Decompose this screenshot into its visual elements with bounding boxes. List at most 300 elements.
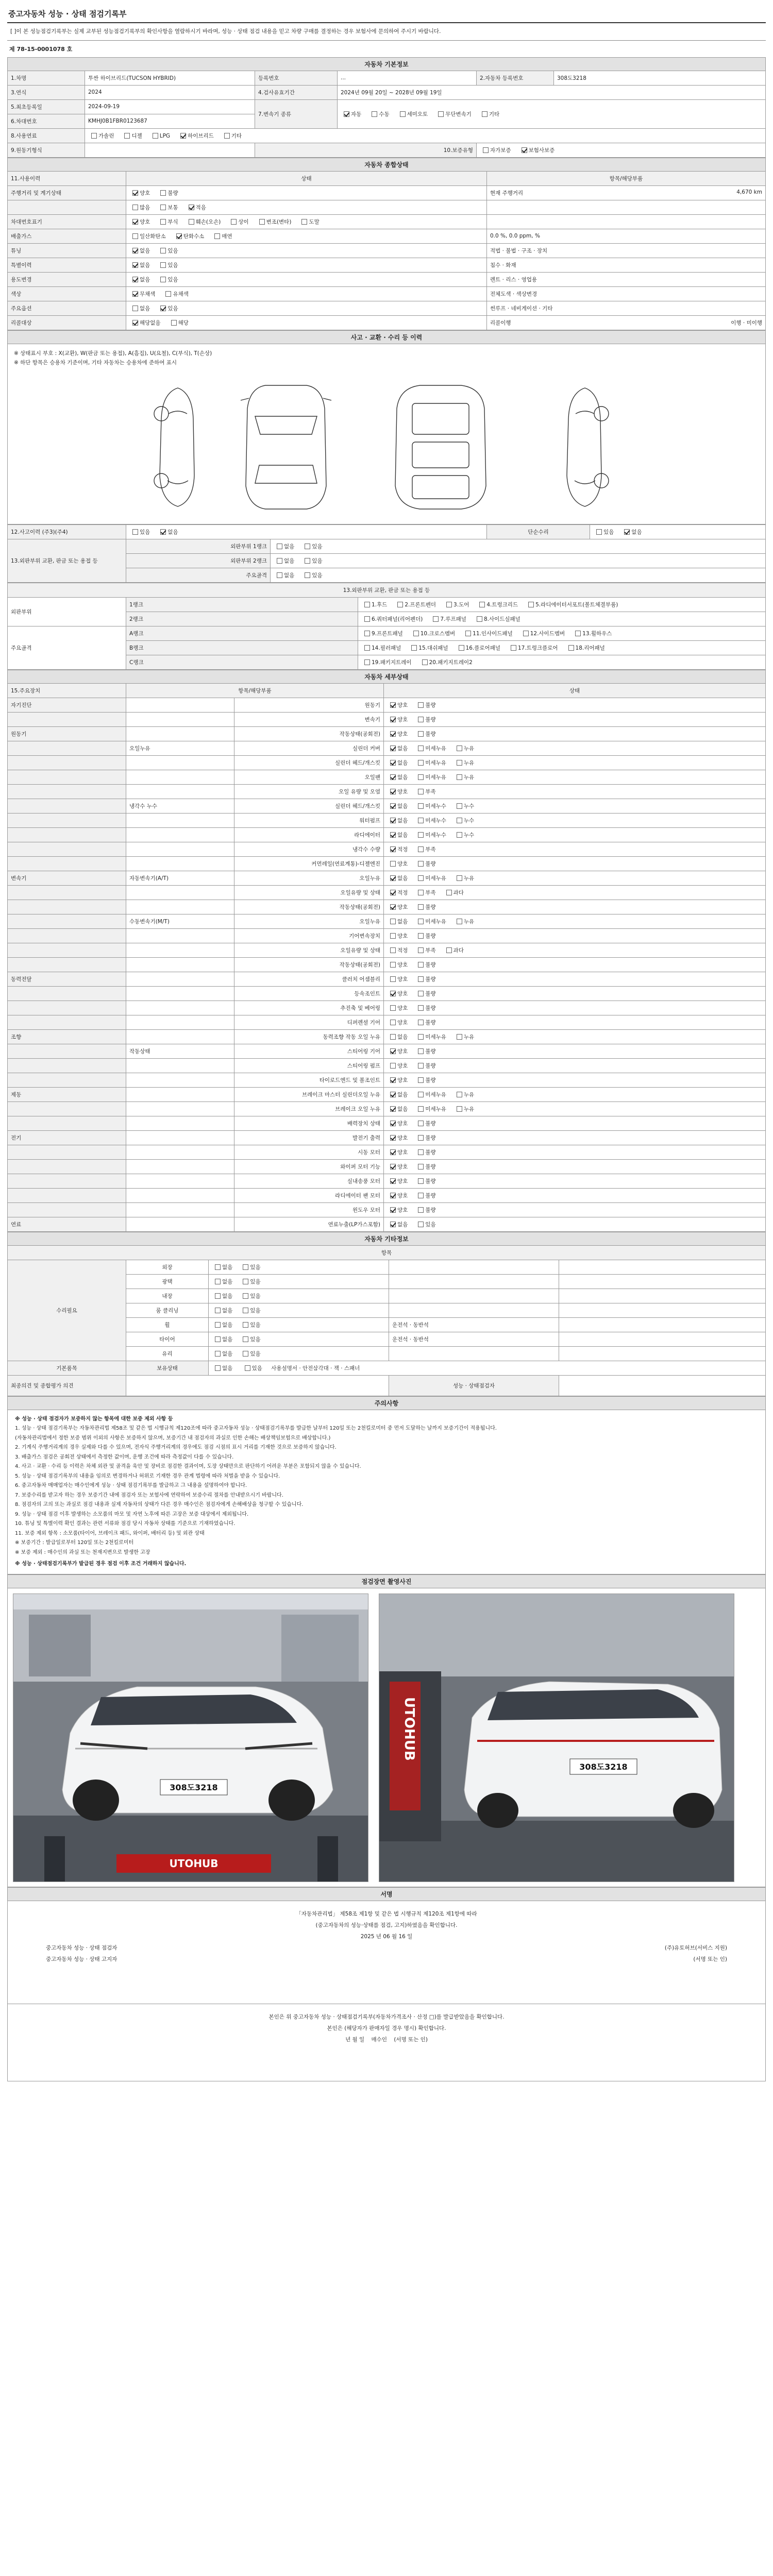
notice-text: [ ]이 본 성능점검기록부는 실제 교부된 성능점검기록부의 확인사항을 열람하시기 바라며, 성능 · 상태 점검 내용을 믿고 차량 구매를 결정하는 경우 보험사에 문의하여 주시기 바랍니다. (7, 23, 766, 41)
checkbox-option[interactable]: 있음 (157, 247, 178, 255)
detail-row: 자기진단 원동기 양호 불량 (8, 698, 766, 712)
checkbox-option[interactable]: 있음 (157, 276, 178, 283)
checkbox-option[interactable]: 누유 (453, 1033, 474, 1041)
checkbox-option[interactable]: 없음 (387, 1105, 408, 1113)
checkbox-icon (390, 1048, 396, 1054)
checkbox-option[interactable]: 양호 (387, 1192, 408, 1199)
checkbox-icon (243, 1293, 248, 1299)
parts-row[interactable] (358, 626, 766, 640)
checkbox-option[interactable]: 불량 (415, 932, 435, 940)
checkbox-option[interactable]: 미세누수 (415, 831, 446, 839)
note-line: 9. 성능 · 상태 점검 이후 발생하는 소모품의 마모 및 자연 노후에 따른 고장은 보증 대상에서 제외됩니다. (15, 1511, 249, 1517)
detail-row: 추진축 및 베어링 양호 불량 (8, 1001, 766, 1015)
checkbox-option[interactable]: 없음 (212, 1292, 232, 1300)
note-line: 7. 보증수리를 받고자 하는 경우 보증기간 내에 점검자 또는 보험사에 연락하여 보증수리 절차를 안내받으시기 바랍니다. (15, 1492, 283, 1498)
checkbox-icon (390, 1222, 396, 1227)
checkbox-option[interactable]: 미세누유 (415, 1033, 446, 1041)
checkbox-option[interactable]: 9.프론트패널 (361, 630, 403, 637)
detail-row: 제동 브레이크 마스터 실린더오일 누유 없음 미세누유 누유 (8, 1087, 766, 1101)
checkbox-option[interactable]: 무단변속기 (435, 110, 472, 118)
checkbox-option[interactable]: 탄화수소 (173, 232, 205, 240)
checkbox-icon (418, 1106, 424, 1112)
checkbox-icon (390, 1020, 396, 1025)
checkbox-option[interactable]: 있음 (240, 1292, 260, 1300)
checkbox-icon (413, 631, 419, 636)
checkbox-icon (422, 659, 428, 665)
checkbox-icon (457, 919, 462, 924)
checkbox-icon (418, 1207, 424, 1213)
checkbox-option[interactable]: 불량 (415, 1120, 435, 1127)
checkbox-option[interactable]: 미세누유 (415, 773, 446, 781)
checkbox-option[interactable]: 미세누유 (415, 874, 446, 882)
checkbox-option[interactable]: 없음 (387, 1033, 408, 1041)
checkbox-option[interactable]: 양호 (387, 701, 408, 709)
rank3-options[interactable] (271, 568, 766, 582)
checkbox-option[interactable]: 미세누유 (415, 918, 446, 925)
detail-row: 디퍼렌셜 기어 양호 불량 (8, 1015, 766, 1029)
checkbox-option[interactable]: 없음 (129, 247, 150, 255)
checkbox-option[interactable]: 1.후드 (361, 601, 387, 608)
checkbox-option[interactable]: 불량 (415, 1134, 435, 1142)
checkbox-option[interactable]: 없음 (387, 759, 408, 767)
checkbox-icon (418, 1063, 424, 1069)
checkbox-option[interactable]: LPG (149, 133, 170, 139)
checkbox-option[interactable]: 양호 (387, 1163, 408, 1171)
checkbox-option[interactable]: 불량 (415, 1004, 435, 1012)
checkbox-icon (160, 219, 166, 225)
checkbox-option[interactable]: 양호 (387, 975, 408, 983)
checkbox-icon (160, 529, 166, 535)
detail-row: 등속조인트 양호 불량 (8, 986, 766, 1001)
checkbox-icon (160, 248, 166, 253)
checkbox-icon (390, 861, 396, 867)
checkbox-icon (176, 233, 182, 239)
photos-header: 점검장면 촬영사진 (7, 1574, 766, 1588)
checkbox-option[interactable]: 부족 (415, 845, 435, 853)
checkbox-option[interactable]: 양호 (387, 1076, 408, 1084)
checkbox-option[interactable]: 기타 (221, 132, 242, 140)
checkbox-option[interactable]: 양호 (387, 1148, 408, 1156)
checkbox-icon (132, 291, 138, 297)
checkbox-option[interactable]: 있음 (240, 1278, 260, 1285)
checkbox-option[interactable]: 하이브리드 (177, 132, 214, 140)
other-row: 룸 클리닝 없음 있음 (8, 1303, 766, 1317)
checkbox-option[interactable]: 도말 (298, 218, 319, 226)
checkbox-icon (180, 133, 186, 139)
checkbox-option[interactable]: 없음 (274, 557, 294, 565)
checkbox-option[interactable]: 없음 (212, 1350, 232, 1358)
parts-row[interactable] (358, 640, 766, 655)
checkbox-option[interactable]: 18.리어패널 (565, 644, 605, 652)
checkbox-option[interactable]: 수동 (368, 110, 389, 118)
checkbox-option[interactable]: 있음 (301, 557, 322, 565)
checkbox-icon (418, 760, 424, 766)
checkbox-option[interactable]: 있음 (593, 528, 614, 536)
checkbox-icon (477, 616, 482, 622)
checkbox-icon (418, 1164, 424, 1170)
checkbox-icon (465, 631, 471, 636)
detail-row: 오일유량 및 상태 적정 부족 과다 (8, 943, 766, 957)
checkbox-option[interactable]: 양호 (129, 189, 150, 197)
buyer-signature-field[interactable]: (서명 또는 인) (394, 2036, 428, 2043)
checkbox-option[interactable]: 양호 (387, 1047, 408, 1055)
checkbox-option[interactable]: 양호 (387, 961, 408, 969)
checkbox-icon (596, 529, 602, 535)
checkbox-icon (305, 544, 310, 549)
checkbox-option[interactable]: 10.크로스멤버 (410, 630, 455, 637)
checkbox-option[interactable]: 있음 (157, 304, 178, 312)
note-line: 5. 성능 · 상태 점검기록부의 내용을 임의로 변경하거나 허위로 기재한 경우 관계 법령에 따라 처벌을 받을 수 있습니다. (15, 1473, 280, 1479)
checkbox-icon (446, 947, 452, 953)
checkbox-option[interactable]: 6.쿼터패널(리어펜더) (361, 615, 423, 623)
checkbox-icon (132, 190, 138, 196)
detail-row: 조향 동력조향 작동 오일 누유 없음 미세누유 누유 (8, 1029, 766, 1044)
checkbox-option[interactable]: 양호 (387, 1019, 408, 1026)
checkbox-option[interactable]: 없음 (129, 261, 150, 269)
checkbox-option[interactable]: 적음 (186, 204, 206, 211)
checkbox-icon (277, 558, 282, 564)
checkbox-icon (372, 111, 377, 117)
checkbox-option[interactable]: 불량 (415, 860, 435, 868)
checkbox-option[interactable]: 없음 (387, 744, 408, 752)
checkbox-option[interactable]: 기타 (479, 110, 499, 118)
checkbox-icon (568, 645, 574, 651)
checkbox-icon (277, 572, 282, 578)
checkbox-icon (390, 1077, 396, 1083)
detail-row: 동력전달 클러치 어셈블리 양호 불량 (8, 972, 766, 986)
buyer-confirm-block: 본인은 위 중고자동차 성능 · 상태점검기록부(자동차가격조사 · 산정 □)를 발급받았음을 확인합니다. 본인은 (해당자가 판매자일 경우 명시) 확인합니다. 년 월 일 매수인 (서명 또는 인) (7, 2004, 766, 2081)
checkbox-option[interactable]: 없음 (129, 304, 150, 312)
checkbox-option[interactable]: 미세누수 (415, 802, 446, 810)
checkbox-option[interactable]: 8.사이드실패널 (474, 615, 520, 623)
checkbox-icon (259, 219, 265, 225)
checkbox-icon (418, 991, 424, 996)
checkbox-icon (160, 190, 166, 196)
checkbox-icon (224, 133, 230, 139)
checkbox-option[interactable]: 양호 (387, 860, 408, 868)
checkbox-icon (243, 1308, 248, 1313)
checkbox-icon (390, 1178, 396, 1184)
warranty-options[interactable] (477, 143, 766, 157)
rank1-options[interactable] (271, 539, 766, 553)
basic-items-options[interactable]: 없음 있음 사용설명서 · 안전삼각대 · 잭 · 스패너 (209, 1361, 766, 1375)
checkbox-option[interactable]: 17.트렁크플로어 (508, 644, 558, 652)
checkbox-option[interactable]: 일산화탄소 (129, 232, 166, 240)
checkbox-option[interactable]: 15.대쉬패널 (408, 644, 448, 652)
checkbox-option[interactable]: 불량 (415, 1047, 435, 1055)
checkbox-option[interactable]: 누유 (453, 1105, 474, 1113)
detail-row: 시동 모터 양호 불량 (8, 1145, 766, 1159)
checkbox-option[interactable]: 불량 (415, 1062, 435, 1070)
checkbox-icon (132, 233, 138, 239)
checkbox-icon (364, 645, 370, 651)
checkbox-option[interactable]: 적정 (387, 845, 408, 853)
parts-row[interactable] (358, 597, 766, 612)
detail-row: 배력장치 상태 양호 불량 (8, 1116, 766, 1130)
checkbox-option[interactable]: 양호 (387, 788, 408, 795)
checkbox-option[interactable]: 불량 (415, 730, 435, 738)
note-line: 6. 중고자동차 매매업자는 매수인에게 성능 · 상태 점검기록부를 발급하고 그 내용을 설명하여야 합니다. (15, 1483, 247, 1489)
checkbox-option[interactable]: 미세누유 (415, 744, 446, 752)
checkbox-option[interactable]: 자가보증 (480, 146, 511, 154)
detail-row: 오일유량 및 상태 적정 부족 과다 (8, 885, 766, 900)
checkbox-option[interactable]: 14.필러패널 (361, 644, 401, 652)
checkbox-option[interactable]: 매연 (211, 232, 232, 240)
checkbox-option[interactable]: 누수 (453, 802, 474, 810)
detail-row: 커먼레일(연료계통)-디젤엔진 양호 불량 (8, 856, 766, 871)
checkbox-option[interactable]: 해당없음 (129, 319, 161, 327)
checkbox-option[interactable]: 없음 (274, 543, 294, 550)
checkbox-option[interactable]: 미세누유 (415, 759, 446, 767)
checkbox-option[interactable]: 무채색 (129, 290, 155, 298)
note-line: 8. 점검자의 고의 또는 과실로 점검 내용과 실제 자동차의 상태가 다른 경우 매수인은 점검자에게 손해배상을 청구할 수 있습니다. (15, 1502, 304, 1508)
checkbox-icon (418, 1092, 424, 1097)
checkbox-option[interactable]: 보통 (157, 204, 178, 211)
brand-banner: UTOHUB (169, 1857, 219, 1870)
parts-row[interactable] (358, 655, 766, 669)
checkbox-option[interactable]: 없음 (274, 571, 294, 579)
checkbox-icon (215, 1279, 221, 1284)
checkbox-icon (418, 774, 424, 780)
checkbox-option[interactable]: 과다 (443, 889, 464, 896)
diagram-header: 사고 · 교환 · 수리 등 이력 (7, 330, 766, 344)
document-number: 제 78-15-0001078 호 (9, 45, 73, 53)
checkbox-option[interactable]: 없음 (387, 1221, 408, 1228)
checkbox-option[interactable]: 해당 (168, 319, 189, 327)
checkbox-option[interactable]: 없음 (212, 1278, 232, 1285)
checkbox-option[interactable]: 있음 (415, 1221, 435, 1228)
checkbox-option[interactable]: 불량 (415, 975, 435, 983)
checkbox-option[interactable]: 20.패키지트레이2 (419, 658, 473, 666)
checkbox-option[interactable]: 있음 (240, 1335, 260, 1343)
checkbox-option[interactable]: 양호 (387, 1206, 408, 1214)
checkbox-option[interactable]: 불량 (415, 1206, 435, 1214)
checkbox-icon (305, 558, 310, 564)
checkbox-icon (364, 631, 370, 636)
checkbox-option[interactable]: 불량 (415, 1163, 435, 1171)
checkbox-icon (132, 306, 138, 311)
checkbox-icon (397, 602, 403, 607)
checkbox-option[interactable]: 없음 (212, 1335, 232, 1343)
checkbox-option[interactable]: 양호 (387, 1120, 408, 1127)
general-row: 차대번호표기 양호 부식 훼손(오손) 상이 변조(변타) 도말 (8, 214, 766, 229)
checkbox-icon (575, 631, 581, 636)
fuel-options[interactable] (85, 128, 766, 143)
simple-repair-options[interactable] (590, 524, 766, 539)
checkbox-option[interactable]: 불량 (415, 1192, 435, 1199)
checkbox-icon (390, 976, 396, 982)
checkbox-option[interactable]: 양호 (387, 1062, 408, 1070)
checkbox-option[interactable]: 불량 (415, 701, 435, 709)
checkbox-icon (418, 1222, 424, 1227)
checkbox-option[interactable]: 없음 (129, 276, 150, 283)
checkbox-option[interactable]: 부족 (415, 889, 435, 896)
checkbox-option[interactable]: 변조(변타) (256, 218, 292, 226)
checkbox-option[interactable]: 있음 (157, 261, 178, 269)
checkbox-icon (132, 205, 138, 210)
checkbox-option[interactable]: 있음 (240, 1321, 260, 1329)
checkbox-option[interactable]: 양호 (387, 1177, 408, 1185)
checkbox-option[interactable]: 자동 (341, 110, 361, 118)
checkbox-icon (624, 529, 630, 535)
checkbox-option[interactable]: 불량 (415, 990, 435, 997)
detail-row: 연료 연료누출(LP가스포함) 없음 있음 (8, 1217, 766, 1231)
parts-table: 13.외판부위 교환, 판금 또는 용접 등 외판부위 1랭크 1.후드 2.프론트펜더 3.도어 4.트렁크리드 5.라디에이터서포트(볼트체결부품) 2랭크 6.쿼터패널(리어펜더) 7.루프패널 8.사이드실패널 주요골격 A랭크 9.프론트패널 10.크로스멤버 11.인사이드패널 12.사이드멤버 13.휠하우스 B랭크 14.필러패널 15.대쉬패널 16.플로어패널 17.트렁크플로어 18.리어패널 C랭크 19.패키지트레이 20.패키지트레이2 (7, 583, 766, 670)
checkbox-icon (243, 1279, 248, 1284)
checkbox-option[interactable]: 많음 (129, 204, 150, 211)
checkbox-option[interactable]: 보험사보증 (518, 146, 555, 154)
detail-row: 오일 유량 및 오염 양호 부족 (8, 784, 766, 799)
checkbox-icon (390, 962, 396, 968)
checkbox-option[interactable]: 불량 (415, 1148, 435, 1156)
checkbox-icon (390, 774, 396, 780)
checkbox-option[interactable]: 없음 (387, 817, 408, 824)
notes-header: 주의사항 (7, 1396, 766, 1410)
checkbox-option[interactable]: 누유 (453, 1091, 474, 1098)
checkbox-option[interactable]: 없음 (212, 1307, 232, 1314)
detail-row: 원동기 작동상태(공회전) 양호 불량 (8, 726, 766, 741)
checkbox-option[interactable]: 2.프론트펜더 (394, 601, 436, 608)
checkbox-option[interactable]: 세미오토 (397, 110, 428, 118)
detail-row: 오일팬 없음 미세누유 누유 (8, 770, 766, 784)
accident-options[interactable] (126, 524, 487, 539)
checkbox-option[interactable]: 양호 (387, 932, 408, 940)
checkbox-option[interactable]: 부족 (415, 946, 435, 954)
checkbox-option[interactable]: 양호 (387, 903, 408, 911)
checkbox-option[interactable]: 없음 (387, 1091, 408, 1098)
checkbox-option[interactable]: 불량 (415, 1019, 435, 1026)
checkbox-option[interactable]: 양호 (387, 1134, 408, 1142)
checkbox-icon (418, 976, 424, 982)
checkbox-icon (390, 818, 396, 823)
checkbox-option[interactable]: 양호 (387, 990, 408, 997)
checkbox-option[interactable]: 없음 (387, 773, 408, 781)
checkbox-option[interactable]: 부식 (157, 218, 178, 226)
checkbox-option[interactable]: 적정 (387, 889, 408, 896)
checkbox-option[interactable]: 누유 (453, 918, 474, 925)
rank2-options[interactable] (271, 553, 766, 568)
checkbox-icon (418, 846, 424, 852)
checkbox-icon (215, 1351, 221, 1357)
checkbox-option[interactable]: 적정 (387, 946, 408, 954)
checkbox-option[interactable]: 양호 (387, 716, 408, 723)
checkbox-option[interactable]: 없음 (157, 528, 178, 536)
checkbox-option[interactable]: 없음 (387, 918, 408, 925)
checkbox-option[interactable]: 불량 (157, 189, 178, 197)
checkbox-icon (390, 702, 396, 708)
checkbox-option[interactable]: 양호 (387, 1004, 408, 1012)
checkbox-option[interactable]: 누유 (453, 744, 474, 752)
checkbox-option[interactable]: 19.패키지트레이 (361, 658, 412, 666)
detail-row: 라디에이터 팬 모터 양호 불량 (8, 1188, 766, 1202)
parts-row[interactable] (358, 612, 766, 626)
checkbox-option[interactable]: 유채색 (162, 290, 188, 298)
checkbox-option[interactable]: 12.사이드멤버 (520, 630, 565, 637)
checkbox-option[interactable]: 없음 (621, 528, 642, 536)
checkbox-icon (364, 659, 370, 665)
checkbox-option[interactable]: 있음 (240, 1263, 260, 1271)
checkbox-option[interactable]: 누수 (453, 831, 474, 839)
checkbox-option[interactable]: 불량 (415, 1177, 435, 1185)
checkbox-icon (418, 1135, 424, 1141)
brand-pillar: UTOHUB (401, 1697, 417, 1761)
notes-body (7, 1410, 766, 1574)
checkbox-option[interactable]: 있음 (240, 1350, 260, 1358)
checkbox-option[interactable]: 양호 (387, 730, 408, 738)
other-info-table: 자동차 기타정보 항목 수리필요 외장 없음 있음 광택 없음 있음 내장 없음 있음 룸 클리닝 없음 있음 휠 없음 있음 운전석 · 동반석 타이어 없음 있음 운전석 · 동반석 유리 없음 있음 기본품목 보유상태 없음 있음 사용설명서 · 안전삼각대 · 잭 · 스패너 최종의견 및 종합평가 의견 성능 · 상태점검자 (7, 1232, 766, 1396)
detail-row: 라디에이터 없음 미세누수 누수 (8, 827, 766, 842)
checkbox-option[interactable]: 있음 (129, 528, 150, 536)
checkbox-icon (231, 219, 237, 225)
checkbox-option[interactable]: 누유 (453, 874, 474, 882)
detail-row: 스티어링 펌프 양호 불량 (8, 1058, 766, 1073)
checkbox-option[interactable]: 불량 (415, 961, 435, 969)
note-line: 1. 성능 · 상태 점검기록부는 자동차관리법 제58조 및 같은 법 시행규칙 제120조에 따라 중고자동차 성능 · 상태점검기록부를 발급한 날부터 120일 또는 2천킬로미터 중 먼저 도달하는 날까지 보증기간이 적용됩니다. (15, 1426, 497, 1432)
checkbox-option[interactable]: 없음 (387, 831, 408, 839)
checkbox-icon (418, 947, 424, 953)
checkbox-option[interactable]: 11.인사이드패널 (462, 630, 513, 637)
checkbox-option[interactable]: 있음 (240, 1307, 260, 1314)
transmission-options[interactable] (338, 99, 766, 128)
detail-row: 작동상태(공회전) 양호 불량 (8, 957, 766, 972)
checkbox-option[interactable]: 과다 (443, 946, 464, 954)
checkbox-option[interactable]: 누유 (453, 759, 474, 767)
checkbox-option[interactable]: 없음 (387, 802, 408, 810)
checkbox-icon (160, 277, 166, 282)
checkbox-option[interactable]: 불량 (415, 1076, 435, 1084)
general-row (8, 200, 766, 214)
checkbox-icon (390, 904, 396, 910)
checkbox-option[interactable]: 미세누수 (415, 817, 446, 824)
checkbox-option[interactable]: 있음 (301, 543, 322, 550)
checkbox-option[interactable]: 5.라디에이터서포트(볼트체결부품) (525, 601, 618, 608)
checkbox-option[interactable]: 7.루프패널 (430, 615, 466, 623)
checkbox-icon (390, 875, 396, 881)
detail-row: 윈도우 모터 양호 불량 (8, 1202, 766, 1217)
checkbox-option[interactable]: 불량 (415, 716, 435, 723)
checkbox-icon (400, 111, 406, 117)
checkbox-icon (344, 111, 349, 117)
checkbox-icon (446, 890, 452, 895)
checkbox-option[interactable]: 13.휠하우스 (572, 630, 612, 637)
checkbox-icon (418, 1005, 424, 1011)
checkbox-option[interactable]: 미세누유 (415, 1105, 446, 1113)
checkbox-option[interactable]: 양호 (129, 218, 150, 226)
checkbox-option[interactable]: 불량 (415, 903, 435, 911)
checkbox-option[interactable]: 미세누유 (415, 1091, 446, 1098)
checkbox-option[interactable]: 없음 (212, 1321, 232, 1329)
checkbox-option[interactable]: 4.트렁크리드 (476, 601, 518, 608)
checkbox-icon (390, 919, 396, 924)
checkbox-option[interactable]: 훼손(오손) (186, 218, 221, 226)
checkbox-option[interactable]: 16.플로어패널 (456, 644, 500, 652)
checkbox-option[interactable]: 없음 (387, 874, 408, 882)
checkbox-option[interactable]: 있음 (301, 571, 322, 579)
checkbox-option[interactable]: 부족 (415, 788, 435, 795)
checkbox-option[interactable]: 디젤 (121, 132, 142, 140)
checkbox-option[interactable]: 없음 (212, 1263, 232, 1271)
front-plate-text: 308도3218 (170, 1782, 218, 1792)
checkbox-option[interactable]: 누유 (453, 773, 474, 781)
checkbox-icon (305, 572, 310, 578)
checkbox-option[interactable]: 가솔린 (88, 132, 114, 140)
detail-row: 변속기 자동변속기(A/T) 오일누유 없음 미세누유 누유 (8, 871, 766, 885)
checkbox-option[interactable]: 3.도어 (443, 601, 469, 608)
checkbox-option[interactable]: 누수 (453, 817, 474, 824)
checkbox-option[interactable]: 상이 (228, 218, 248, 226)
note-line: 11. 보증 제외 항목 : 소모품(타이어, 브레이크 패드, 와이퍼, 배터리 등) 및 외관 상태 (15, 1530, 205, 1536)
signature-block: 「자동차관리법」 제58조 제1항 및 같은 법 시행규칙 제120조 제1항에 따라 (중고자동차의 성능·상태를 점검, 고지)하였음을 확인합니다. 2025 년 06 월 16 일 중고자동차 성능 · 상태 점검자 (주)유토허브(서비스 지원) 중고자동차 성능 · 상태 고지자 (서명 또는 인) (7, 1901, 766, 2004)
